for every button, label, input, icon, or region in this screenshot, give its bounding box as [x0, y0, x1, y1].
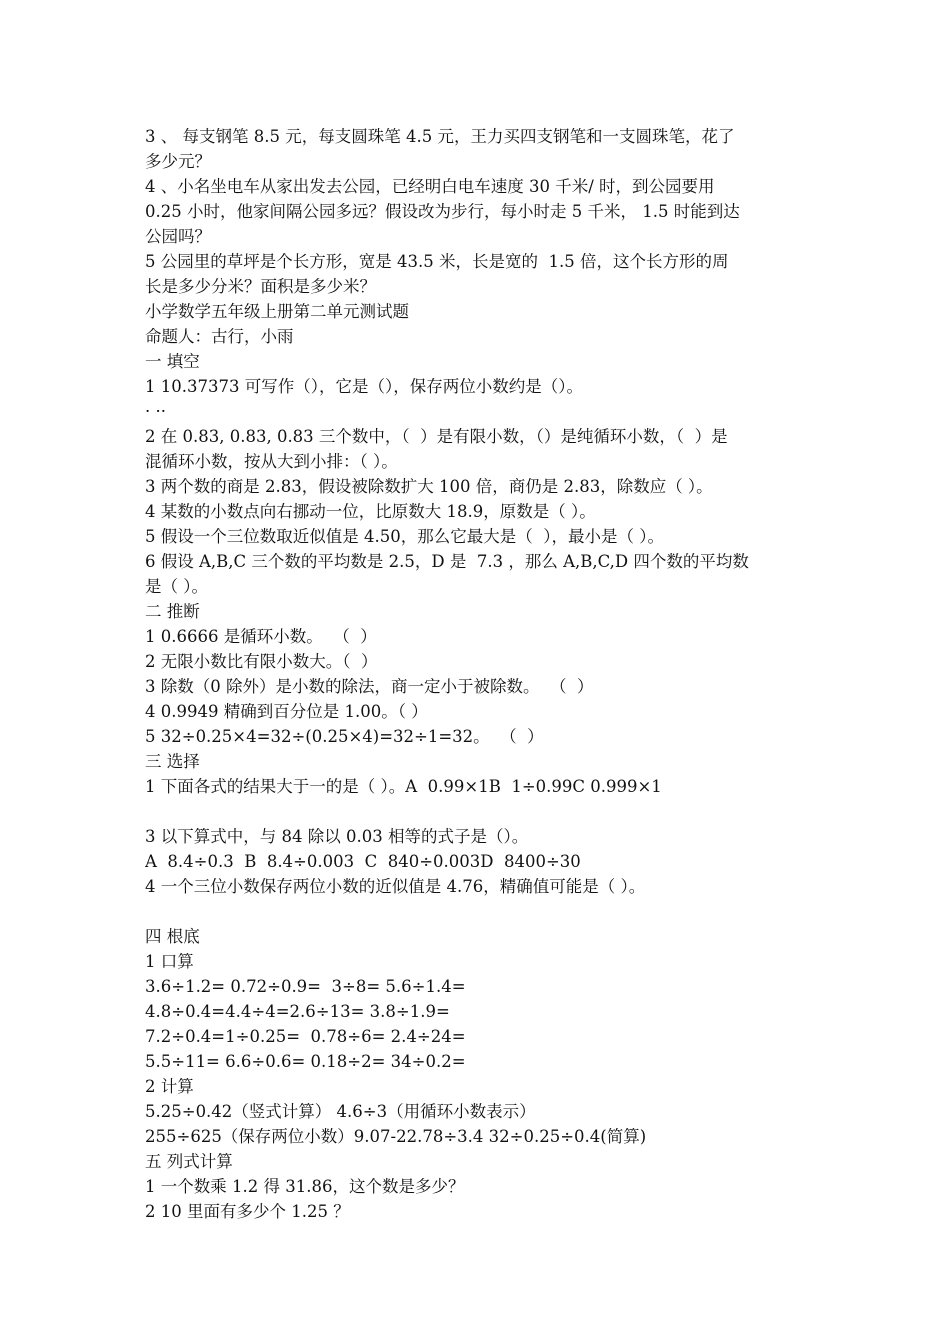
text-line: 7.2÷0.4=1÷0.25= 0.78÷6= 2.4÷24=	[145, 1027, 466, 1046]
text-line: 5.5÷11= 6.6÷0.6= 0.18÷2= 34÷0.2=	[145, 1052, 466, 1071]
text-line: 5 公园里的草坪是个长方形，宽是 43.5 米，长是宽的 1.5 倍，这个长方形的周	[145, 252, 729, 271]
text-line: 3 两个数的商是 2.83，假设被除数扩大 100 倍，商仍是 2.83，除数应（ ）。	[145, 477, 713, 496]
text-line: 2 在 0.83, 0.83, 0.83 三个数中，（ ）是有限小数，（）是纯循环小数，（ ）是	[145, 427, 728, 446]
text-line: 命题人：古行，小雨	[145, 327, 294, 346]
text-line: 3 、 每支钢笔 8.5 元，每支圆珠笔 4.5 元，王力买四支钢笔和一支圆珠笔，花了	[145, 127, 735, 146]
text-line: 4 某数的小数点向右挪动一位，比原数大 18.9，原数是（ ）。	[145, 502, 596, 521]
text-line: 二 推断	[145, 602, 200, 621]
text-line: 1 一个数乘 1.2 得 31.86，这个数是多少？	[145, 1177, 465, 1196]
text-line: 255÷625（保存两位小数）9.07-22.78÷3.4 32÷0.25÷0.4(简算)	[145, 1127, 647, 1146]
text-line: 2 计算	[145, 1077, 194, 1096]
text-line: 4.8÷0.4=4.4÷4=2.6÷13= 3.8÷1.9=	[145, 1002, 450, 1021]
text-line: 多少元？	[145, 152, 211, 171]
text-line: 长是多少分米？面积是多少米？	[145, 277, 376, 296]
text-line: 三 选择	[145, 752, 200, 771]
text-line: 小学数学五年级上册第二单元测试题	[145, 302, 409, 321]
text-line: 3 除数（0 除外）是小数的除法，商一定小于被除数。 （ ）	[145, 677, 594, 696]
text-line: 3 以下算式中，与 84 除以 0.03 相等的式子是（）。	[145, 827, 529, 846]
text-line: 0.25 小时，他家间隔公园多远？假设改为步行，每小时走 5 千米， 1.5 时能到达	[145, 202, 740, 221]
text-line: 4 一个三位小数保存两位小数的近似值是 4.76，精确值可能是（ ）。	[145, 877, 646, 896]
text-line: 6 假设 A,B,C 三个数的平均数是 2.5，D 是 7.3 ，那么 A,B,C,D 四个数的平均数	[145, 552, 749, 571]
text-line: 五 列式计算	[145, 1152, 233, 1171]
text-line: A 8.4÷0.3 B 8.4÷0.003 C 840÷0.003D 8400÷30	[145, 852, 581, 871]
blank-line	[145, 799, 815, 824]
text-line: 混循环小数，按从大到小排：（ ）。	[145, 452, 398, 471]
text-line: 1 口算	[145, 952, 194, 971]
blank-line	[145, 899, 815, 924]
text-line: · ··	[145, 402, 166, 421]
text-line: 1 0.6666 是循环小数。 （ ）	[145, 627, 377, 646]
text-line: 2 无限小数比有限小数大。（ ）	[145, 652, 378, 671]
text-line: 4 0.9949 精确到百分位是 1.00。（ ）	[145, 702, 428, 721]
text-line: 1 10.37373 可写作（），它是（），保存两位小数约是（）。	[145, 377, 583, 396]
text-line: 3.6÷1.2= 0.72÷0.9= 3÷8= 5.6÷1.4=	[145, 977, 466, 996]
text-line: 5 32÷0.25×4=32÷(0.25×4)=32÷1=32。 （ ）	[145, 727, 544, 746]
text-line: 2 10 里面有多少个 1.25 ？	[145, 1202, 350, 1221]
text-line: 1 下面各式的结果大于一的是（ ）。A 0.99×1B 1÷0.99C 0.999×1	[145, 777, 662, 796]
document-page	[145, 124, 815, 1224]
text-line: 5.25÷0.42（竖式计算） 4.6÷3（用循环小数表示）	[145, 1102, 536, 1121]
text-line: 是（ ）。	[145, 577, 208, 596]
text-line: 公园吗？	[145, 227, 211, 246]
text-line: 四 根底	[145, 927, 200, 946]
text-line: 一 填空	[145, 352, 200, 371]
text-line: 5 假设一个三位数取近似值是 4.50，那么它最大是（ ），最小是（ ）。	[145, 527, 664, 546]
text-line: 4 、小名坐电车从家出发去公园，已经明白电车速度 30 千米/ 时，到公园要用	[145, 177, 715, 196]
